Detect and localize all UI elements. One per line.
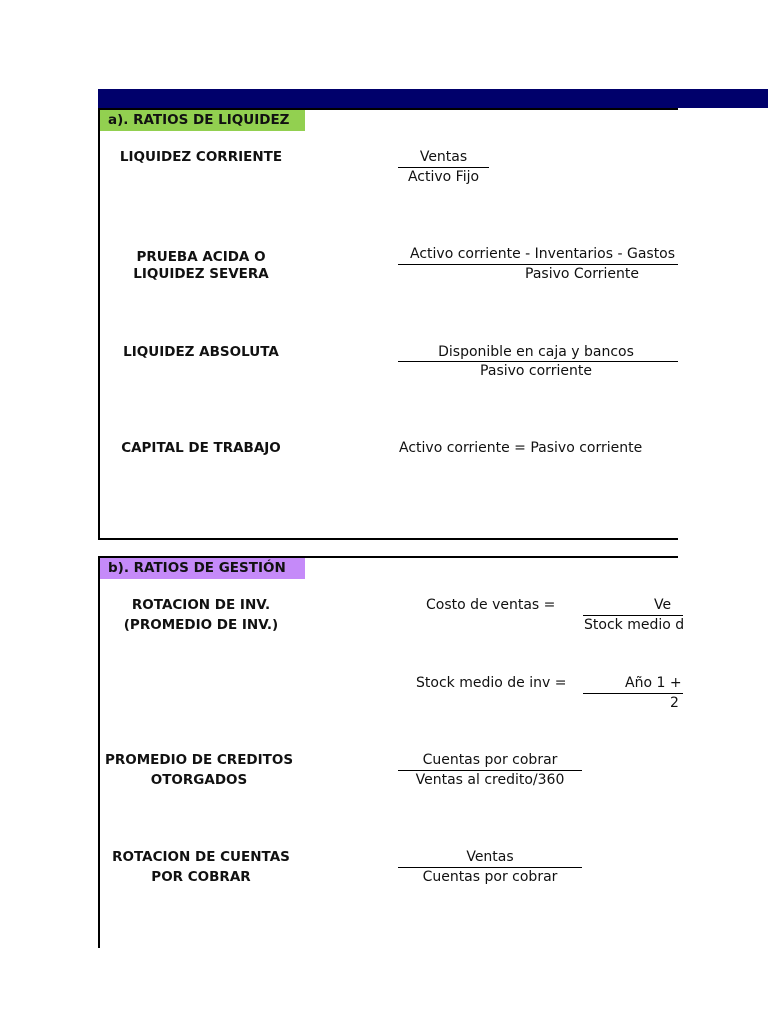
label-line: LIQUIDEZ CORRIENTE xyxy=(119,149,283,165)
promedio-creditos-fraction-line xyxy=(398,770,582,771)
costo-de-ventas-denominator: Stock medio d xyxy=(584,617,685,633)
management-section-title: b). RATIOS DE GESTIÓN xyxy=(100,558,305,579)
label-line: ROTACION DE CUENTAS xyxy=(112,849,290,865)
liquidez-absoluta-fraction-line xyxy=(398,361,678,362)
prueba-acida-fraction-line xyxy=(398,264,678,265)
promedio-creditos-label xyxy=(99,752,299,789)
liquidez-corriente-numerator: Ventas xyxy=(419,149,468,165)
stock-medio-prefix: Stock medio de inv = xyxy=(416,675,567,691)
liquidez-absoluta-label xyxy=(101,344,301,361)
rotacion-inv-label xyxy=(101,597,301,634)
label-line: PROMEDIO DE CREDITOS xyxy=(104,752,294,768)
prueba-acida-denominator: Pasivo Corriente xyxy=(525,266,639,282)
stock-medio-denominator: 2 xyxy=(670,695,679,711)
stock-medio-fraction-line xyxy=(583,693,683,694)
label-line: PRUEBA ACIDA O xyxy=(136,249,266,265)
prueba-acida-label xyxy=(101,249,301,283)
rotacion-cxc-label xyxy=(101,849,301,886)
liquidez-absoluta-denominator: Pasivo corriente xyxy=(480,363,592,379)
promedio-creditos-denominator: Ventas al credito/360 xyxy=(415,772,565,788)
label-line: ROTACION DE INV. xyxy=(131,597,271,613)
label-line: (PROMEDIO DE INV.) xyxy=(123,617,279,633)
promedio-creditos-numerator: Cuentas por cobrar xyxy=(422,752,558,768)
label-line: CAPITAL DE TRABAJO xyxy=(121,440,281,456)
rotacion-cxc-numerator: Ventas xyxy=(466,849,514,865)
liquidez-corriente-fraction-line xyxy=(398,167,489,168)
liquidez-corriente-denominator: Activo Fijo xyxy=(407,169,480,185)
costo-de-ventas-numerator: Ve xyxy=(654,597,672,613)
costo-de-ventas-prefix: Costo de ventas = xyxy=(426,597,556,613)
rotacion-cxc-denominator: Cuentas por cobrar xyxy=(422,869,558,885)
liquidity-section xyxy=(98,108,678,540)
costo-de-ventas-fraction-line xyxy=(583,615,683,616)
liquidez-corriente-label xyxy=(101,149,301,166)
liquidez-absoluta-numerator: Disponible en caja y bancos xyxy=(438,344,634,360)
liquidity-section-title: a). RATIOS DE LIQUIDEZ xyxy=(100,110,305,131)
label-line: LIQUIDEZ SEVERA xyxy=(133,266,269,282)
capital-de-trabajo-label xyxy=(101,440,301,457)
label-line: OTORGADOS xyxy=(150,772,248,788)
prueba-acida-numerator: Activo corriente - Inventarios - Gastos xyxy=(410,246,676,262)
label-line: POR COBRAR xyxy=(151,869,251,885)
label-line: LIQUIDEZ ABSOLUTA xyxy=(123,344,279,360)
stock-medio-numerator: Año 1 + xyxy=(625,675,682,691)
capital-de-trabajo-formula: Activo corriente = Pasivo corriente xyxy=(399,440,643,456)
rotacion-cxc-fraction-line xyxy=(398,867,582,868)
